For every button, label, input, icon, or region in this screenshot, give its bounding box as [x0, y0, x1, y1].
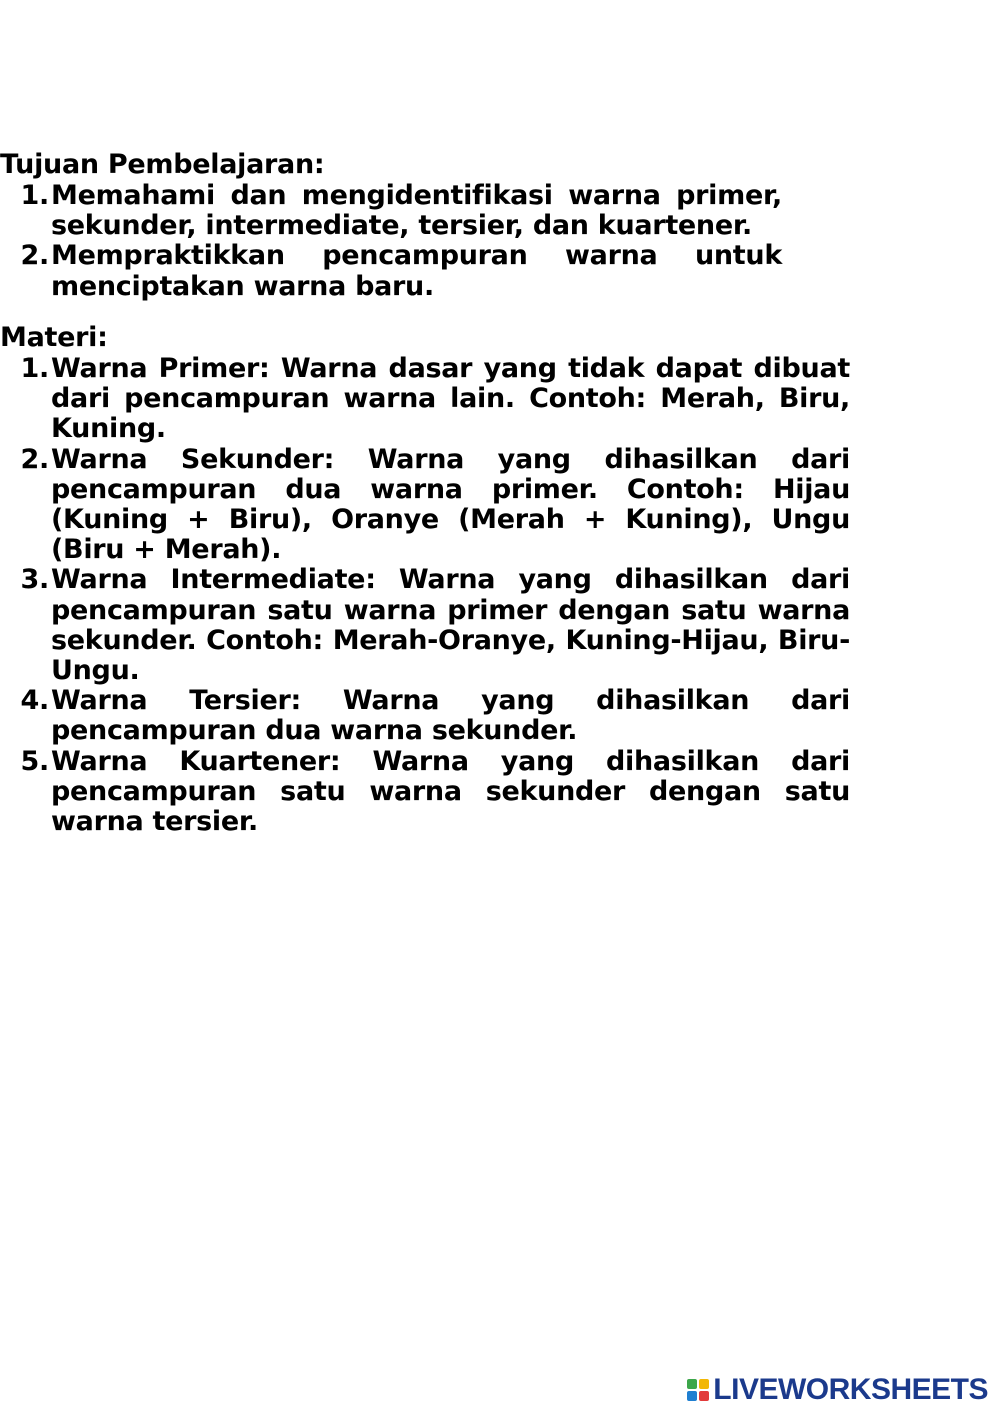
logo-square — [699, 1391, 709, 1401]
list-number: 3. — [20, 564, 49, 596]
logo-text: LIVEWORKSHEETS — [713, 1373, 988, 1406]
list-item-text: Warna Kuartener: Warna yang dihasilkan dari pencampuran satu warna sekunder dengan satu warna tersier. — [51, 745, 850, 838]
list-item-text: Mempraktikkan pencampuran warna untuk menciptakan warna baru. — [51, 240, 782, 302]
list-item-text: Memahami dan mengidentifikasi warna primer, sekunder, intermediate, tersier, dan kuartener. — [51, 180, 782, 242]
list-item-text: Warna Intermediate: Warna yang dihasilkan dari pencampuran satu warna primer dengan satu warna sekunder. Contoh: Merah-Oranye, Kuning-Hijau, Biru-Ungu. — [51, 564, 850, 687]
list-item-text: Warna Primer: Warna dasar yang tidak dapat dibuat dari pencampuran warna lain. Contoh: Merah, Biru, Kuning. — [51, 353, 850, 445]
materi-title: Materi: — [0, 322, 108, 353]
liveworksheets-logo-mark-icon — [687, 1379, 709, 1401]
materi-item — [0, 747, 850, 838]
materi-item — [0, 686, 850, 746]
tujuan-item — [0, 181, 782, 241]
list-number: 2. — [20, 240, 49, 272]
materi-item — [0, 445, 850, 566]
tujuan-item — [0, 241, 782, 301]
list-number: 4. — [20, 685, 49, 717]
list-item-text: Warna Sekunder: Warna yang dihasilkan dari pencampuran dua warna primer. Contoh: Hijau (Kuning + Biru), Oranye (Merah + Kuning), Ungu (Biru + Merah). — [51, 443, 850, 566]
tujuan-title: Tujuan Pembelajaran: — [0, 149, 325, 180]
logo-square — [687, 1379, 697, 1389]
list-number: 1. — [20, 353, 49, 384]
materi-item — [0, 565, 850, 686]
tujuan-list — [0, 181, 782, 302]
logo-square — [699, 1379, 709, 1389]
liveworksheets-logo[interactable] — [687, 1373, 988, 1407]
materi-list — [0, 354, 850, 837]
logo-square — [687, 1391, 697, 1401]
list-number: 1. — [20, 180, 49, 211]
list-number: 5. — [20, 745, 49, 777]
materi-item — [0, 354, 850, 445]
list-item-text: Warna Tersier: Warna yang dihasilkan dari pencampuran dua warna sekunder. — [51, 685, 850, 747]
list-number: 2. — [20, 443, 49, 475]
